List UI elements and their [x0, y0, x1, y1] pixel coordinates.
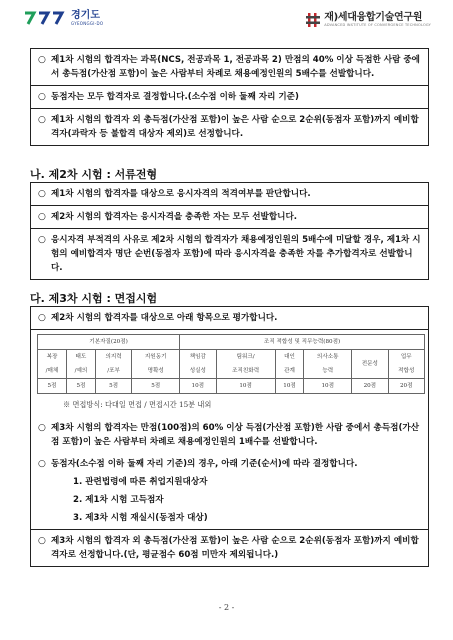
- list-item: ○ 제3차 시험의 합격자는 만점(100점)의 60% 이상 득점(가산점 포함)한 사람 중에서 총득점(가산점 포함)이 높은 사람부터 차례로 채용예정인원의 1배수를 선발합니다.: [38, 423, 419, 447]
- list-item: ○ 제3차 시험의 합격자 외 총득점(가산점 포함)이 높은 사람 순으로 2순위(동점자 포함)까지 예비합격자로 선정합니다.(단, 평균점수 60점 미만자 제외됩니다.): [31, 529, 428, 566]
- column-header: 업무 적합성: [388, 350, 424, 379]
- score-cell: 5점: [66, 379, 95, 394]
- list-item: ○ 제1차 시험의 합격자는 과목(NCS, 전공과목 1, 전공과목 2) 만점의 40% 이상 득점한 사람 중에서 총득점(가산점 포함)이 높은 사람부터 차례로 채용예정인원의 5배수를 선발합니다.: [38, 55, 420, 79]
- page-header: [0, 0, 453, 42]
- group-header-basic: 기본자질(20점): [38, 335, 180, 350]
- circle-bullet-icon: ○: [38, 212, 46, 222]
- third-exam-box: [30, 306, 429, 567]
- list-item: ○ 동점자는 모두 합격자로 결정합니다.(소수점 이하 둘째 자리 기준): [31, 85, 428, 108]
- column-header: 대인 관계: [275, 350, 304, 379]
- score-cell: 5점: [132, 379, 180, 394]
- section-heading-document-review: 나. 제2차 시험 : 서류전형: [30, 168, 158, 181]
- group-header-competency: 조직 적합성 및 직무능력(80점): [180, 335, 425, 350]
- page-number: - 2 -: [218, 603, 235, 612]
- list-item: ○ 제1차 시험의 합격자 외 총득점(가산점 포함)이 높은 사람 순으로 2순위(동점자 포함)까지 예비합격자(과락자 등 불합격 대상자 제외)로 선정합니다.: [31, 108, 428, 145]
- tiebreak-criterion: 2. 제1차 시험 고득점자: [73, 495, 164, 505]
- circle-bullet-icon: ○: [38, 536, 46, 546]
- score-cell: 20점: [352, 379, 388, 394]
- score-cell: 10점: [216, 379, 275, 394]
- circle-bullet-icon: ○: [38, 459, 46, 469]
- first-exam-box: [30, 48, 429, 146]
- score-cell: 20점: [388, 379, 424, 394]
- circle-bullet-icon: ○: [38, 92, 46, 102]
- column-header: 지원동기 명확성: [132, 350, 180, 379]
- institute-logo-sub: ADVANCED INSTITUTE OF CONVERGENCE TECHNOLOGY: [324, 23, 431, 27]
- gyeonggi-logo: [24, 10, 103, 28]
- score-cell: 5점: [95, 379, 131, 394]
- column-header: 의사소통 능력: [304, 350, 352, 379]
- gyeonggi-mark-icon: [24, 10, 68, 28]
- column-header: 팀워크/ 조직친화력: [216, 350, 275, 379]
- evaluation-criteria-table: [37, 334, 425, 394]
- score-cell: 5점: [38, 379, 67, 394]
- list-item: ○ 제1차 시험의 합격자를 대상으로 응시자격의 적격여부를 판단합니다.: [38, 189, 311, 199]
- section-heading-interview: 다. 제3차 시험 : 면접시험: [30, 292, 158, 305]
- second-exam-box: [30, 182, 429, 280]
- table-row: [38, 350, 425, 379]
- score-cell: 10점: [304, 379, 352, 394]
- circle-bullet-icon: ○: [38, 55, 46, 65]
- column-header: 복장 /매체: [38, 350, 67, 379]
- column-header: 태도 /예의: [66, 350, 95, 379]
- institute-logo: [305, 12, 431, 28]
- interview-method-note: ※ 면접방식: 다대일 면접 / 면접시간 15분 내외: [63, 400, 212, 409]
- list-item: ○ 제2차 시험의 합격자를 대상으로 아래 항목으로 평가합니다.: [38, 313, 278, 323]
- institute-logo-name: 재)세대융합기술연구원: [324, 12, 423, 23]
- table-row: [38, 379, 425, 394]
- list-item: ○ 응시자격 부적격의 사유로 제2차 시험의 합격자가 채용예정인원의 5배수에 미달할 경우, 제1차 시험의 예비합격자 명단 순번(동점자 포함)에 따라 응시자격을 충족한 자를 추가합격자로 선발합니다.: [31, 228, 428, 279]
- circle-bullet-icon: ○: [38, 423, 46, 433]
- circle-bullet-icon: ○: [38, 115, 46, 125]
- evaluation-criteria-section: [31, 329, 428, 529]
- list-item: ○ 제2차 시험의 합격자는 응시자격을 충족한 자는 모두 선발합니다.: [31, 205, 428, 228]
- score-cell: 10점: [275, 379, 304, 394]
- tiebreak-criterion: 1. 관련법령에 따른 취업지원대상자: [73, 477, 208, 487]
- circle-bullet-icon: ○: [38, 189, 46, 199]
- gyeonggi-logo-name: 경기도: [71, 10, 100, 21]
- list-item: ○ 동점자(소수점 이하 둘째 자리 기준)의 경우, 아래 기준(순서)에 따라 결정합니다. 1. 관련법령에 따른 취업지원대상자 2. 제1차 시험 고득점자 3. 제3차 시험 재실시(동점자 대상): [31, 453, 428, 529]
- circle-bullet-icon: ○: [38, 313, 46, 323]
- column-header: 전문성: [352, 350, 388, 379]
- gyeonggi-logo-sub: GYEONGGI-DO: [71, 21, 104, 26]
- column-header: 의지력 /포부: [95, 350, 131, 379]
- tiebreak-criterion: 3. 제3차 시험 재실시(동점자 대상): [73, 513, 208, 523]
- score-cell: 10점: [180, 379, 216, 394]
- institute-mark-icon: [305, 12, 321, 28]
- circle-bullet-icon: ○: [38, 235, 46, 245]
- column-header: 책임감 성실성: [180, 350, 216, 379]
